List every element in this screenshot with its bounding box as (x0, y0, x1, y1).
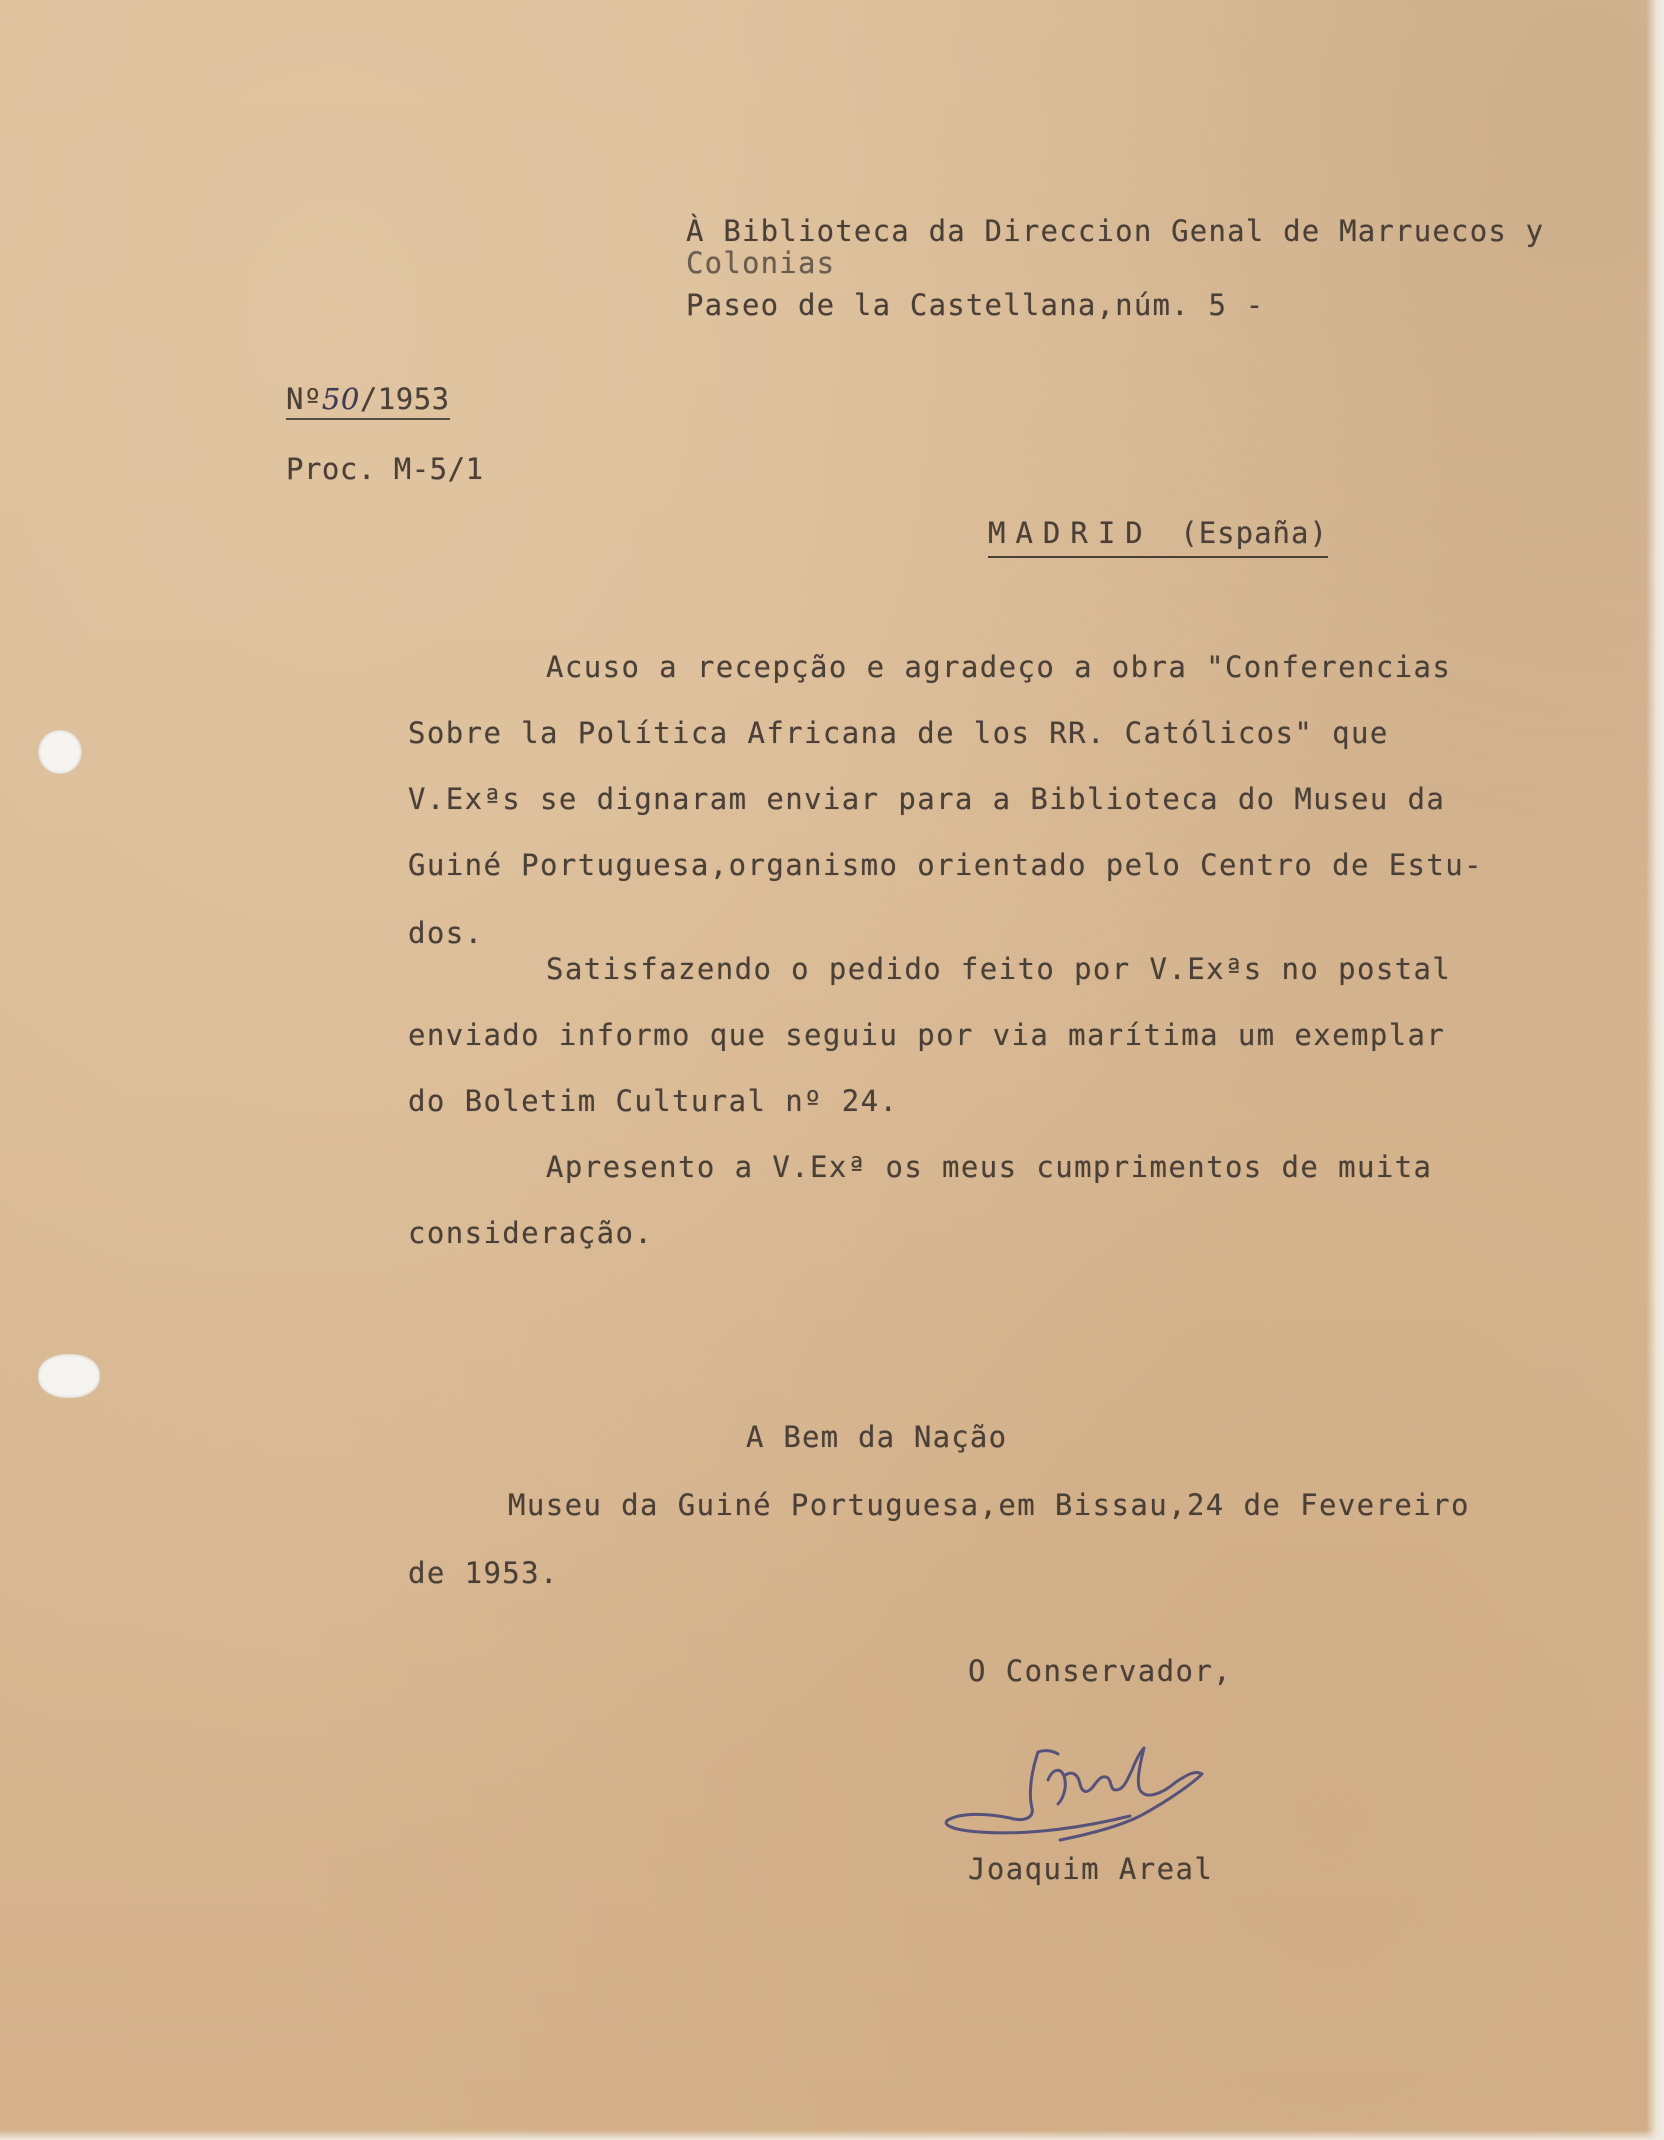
place-date-line-2: de 1953. (408, 1556, 559, 1590)
addressee-line-2: Colonias (686, 246, 836, 280)
body-line: Apresento a V.Exª os meus cumprimentos de muita (546, 1150, 1433, 1184)
city-country: (España) (1180, 516, 1328, 550)
destination-city (988, 516, 1328, 558)
reference-handwritten-number: 50 (321, 382, 360, 416)
body-line: Guiné Portuguesa,organismo orientado pelo Centro de Estu- (408, 848, 1483, 882)
place-date-line-1: Museu da Guiné Portuguesa,em Bissau,24 de Fevereiro (508, 1488, 1470, 1522)
punch-hole-top (38, 730, 82, 774)
reference-prefix: Nº (286, 382, 322, 416)
body-line: enviado informo que seguiu por via marítima um exemplar (408, 1018, 1446, 1052)
body-line: consideração. (408, 1216, 654, 1250)
body-line: Acuso a recepção e agradeço a obra "Conferencias (546, 650, 1452, 684)
body-line: dos. (408, 916, 484, 950)
page-edge-bottom (0, 2130, 1664, 2140)
closing-salutation: A Bem da Nação (746, 1420, 1008, 1454)
addressee-line-3: Paseo de la Castellana,núm. 5 - (686, 288, 1265, 322)
signer-name: Joaquim Areal (968, 1852, 1214, 1886)
page-edge-right (1646, 0, 1664, 2140)
body-line: Satisfazendo o pedido feito por V.Exªs no postal (546, 952, 1452, 986)
reference-year: /1953 (359, 382, 450, 416)
signer-role: O Conservador, (968, 1654, 1233, 1688)
city-name: MADRID (988, 516, 1153, 550)
punch-hole-bottom (38, 1354, 100, 1398)
body-line: do Boletim Cultural nº 24. (408, 1084, 899, 1118)
body-line: Sobre la Política Africana de los RR. Católicos" que (408, 716, 1389, 750)
reference-number (286, 382, 450, 420)
addressee-line-1: À Biblioteca da Direccion Genal de Marruecos y (686, 214, 1545, 248)
body-line: V.Exªs se dignaram enviar para a Biblioteca do Museu da (408, 782, 1446, 816)
process-reference: Proc. M-5/1 (286, 452, 484, 486)
handwritten-signature (940, 1730, 1240, 1850)
